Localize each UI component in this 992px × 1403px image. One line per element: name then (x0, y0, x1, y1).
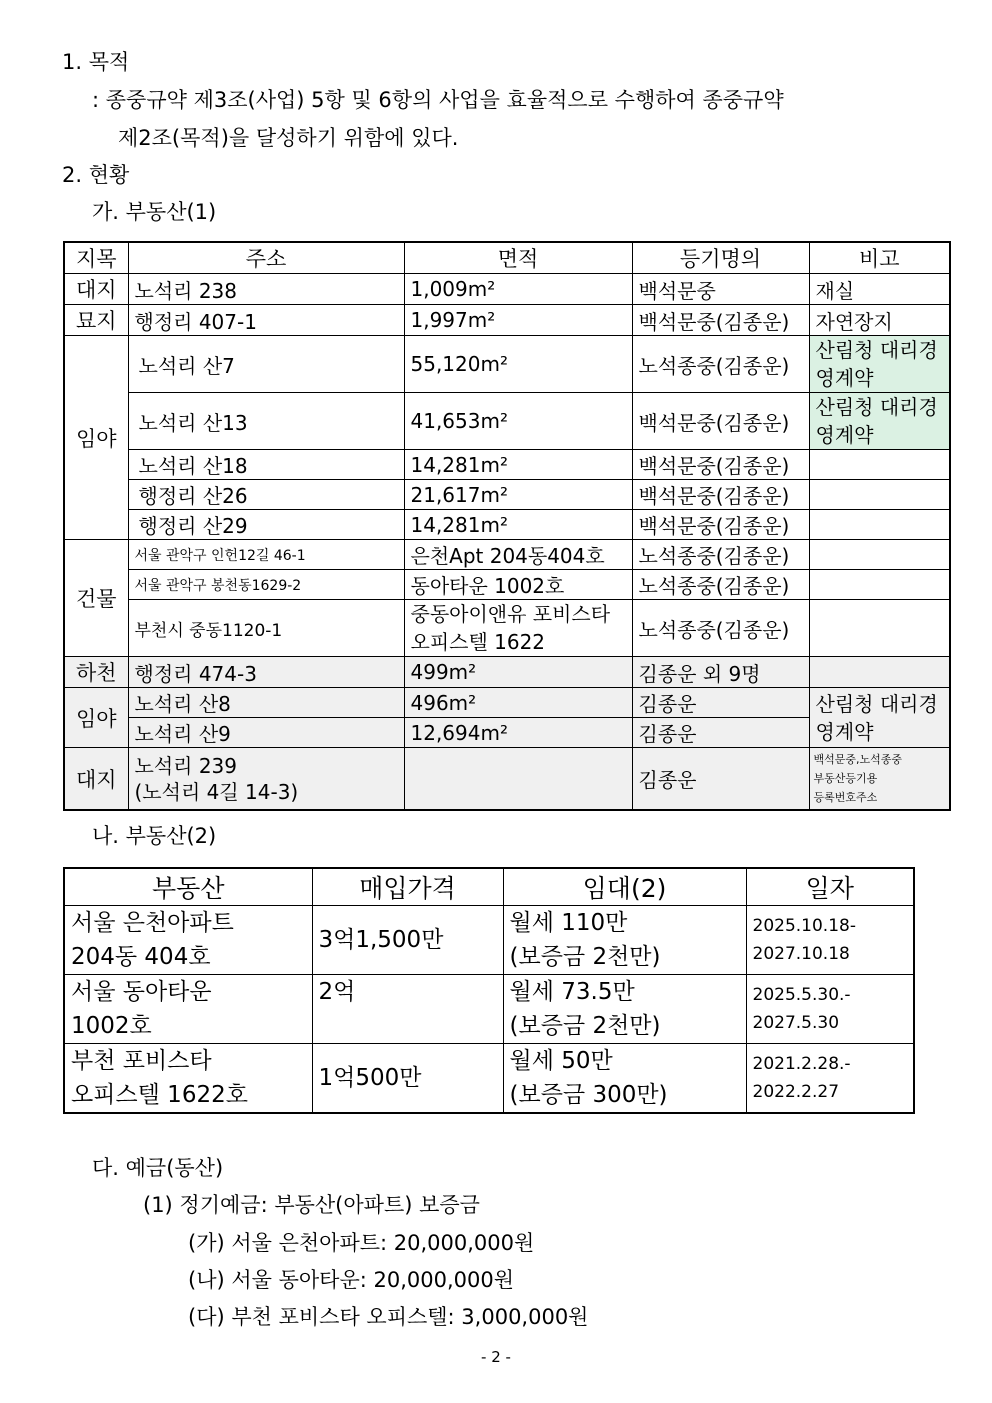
note-cell (809, 657, 950, 688)
table-row (64, 1044, 914, 1114)
table-row (64, 393, 950, 450)
note-cell (809, 600, 950, 657)
table-row (64, 975, 914, 1044)
table-row (64, 540, 950, 570)
table-row (64, 510, 950, 540)
date-line1: 2025.5.30.- (752, 985, 851, 1005)
rent-line1: 월세 73.5만 (509, 979, 635, 1005)
table-row (64, 600, 950, 657)
address-cell: 노석리 산9 (128, 718, 404, 748)
realestate-table-1 (63, 241, 951, 811)
owner-cell: 백석문중(김종운) (632, 510, 809, 540)
category-cell: 하천 (64, 657, 128, 688)
category-cell: 묘지 (64, 305, 128, 336)
date-cell (746, 1044, 914, 1114)
page-number: - 2 - (481, 1348, 511, 1366)
owner-cell: 백석문중(김종운) (632, 450, 809, 480)
address-cell: 서울 관악구 봉천동1629-2 (128, 570, 404, 600)
address-line2: (노석리 4길 14-3) (134, 779, 299, 804)
deposit-sub-a: (가) 서울 은천아파트: 20,000,000원 (188, 1231, 535, 1255)
date-line1: 2025.10.18- (752, 916, 856, 936)
header-category: 지목 (64, 242, 128, 274)
price-cell: 2억 (312, 975, 503, 1044)
purpose-text-line1: : 종중규약 제3조(사업) 5항 및 6항의 사업을 효율적으로 수행하여 종중규약 (92, 88, 784, 112)
category-cell: 임야 (64, 688, 128, 748)
owner-cell: 백석문중(김종운) (632, 393, 809, 450)
table-header-row (64, 868, 914, 906)
table-row (64, 480, 950, 510)
date-line2: 2027.5.30 (752, 1013, 840, 1033)
address-cell: 노석리 238 (128, 274, 404, 305)
realestate2-heading: 나. 부동산(2) (92, 824, 217, 848)
table-row (64, 274, 950, 305)
area-cell: 21,617m² (404, 480, 632, 510)
header-note: 비고 (809, 242, 950, 274)
category-cell: 대지 (64, 748, 128, 811)
area-cell: 496m² (404, 688, 632, 718)
rent-cell (503, 975, 746, 1044)
address-cell: 노석리 산13 (128, 393, 404, 450)
area-cell: 14,281m² (404, 510, 632, 540)
table-row (64, 570, 950, 600)
table-row (64, 336, 950, 393)
property-cell (64, 1044, 312, 1114)
header-date: 일자 (746, 868, 914, 906)
owner-cell: 김종운 (632, 748, 809, 811)
address-cell: 노석리 산8 (128, 688, 404, 718)
deposit-sub-c: (다) 부천 포비스타 오피스텔: 3,000,000원 (188, 1305, 589, 1329)
address-cell: 노석리 산7 (128, 336, 404, 393)
rent-line2: (보증금 300만) (509, 1082, 668, 1108)
address-line1: 노석리 239 (134, 753, 237, 778)
price-cell: 3억1,500만 (312, 906, 503, 975)
area-cell: 41,653m² (404, 393, 632, 450)
table-row (64, 688, 950, 718)
owner-cell: 김종운 (632, 688, 809, 718)
table-header-row (64, 242, 950, 274)
property-line2: 204동 404호 (71, 944, 211, 970)
rent-cell (503, 906, 746, 975)
property-line1: 서울 동아타운 (71, 979, 212, 1005)
note-cell (809, 510, 950, 540)
category-cell: 대지 (64, 274, 128, 305)
address-cell: 행정리 산26 (128, 480, 404, 510)
area-cell: 12,694m² (404, 718, 632, 748)
note-line2: 부동산등기용 (813, 772, 878, 785)
status-heading: 2. 현황 (62, 163, 130, 187)
note-cell (809, 450, 950, 480)
address-cell: 부천시 중동1120-1 (128, 600, 404, 657)
property-line1: 부천 포비스타 (71, 1048, 212, 1074)
rent-line2: (보증금 2천만) (509, 944, 661, 970)
owner-cell: 김종운 (632, 718, 809, 748)
realestate1-heading: 가. 부동산(1) (92, 200, 217, 224)
date-line2: 2022.2.27 (752, 1082, 840, 1102)
area-cell: 동아타운 1002호 (404, 570, 632, 600)
note-line1: 백석문중,노석종중 (813, 753, 903, 766)
note-line3: 등록번호주소 (813, 791, 878, 804)
header-property: 부동산 (64, 868, 312, 906)
area-cell: 중동아이앤유 포비스타 오피스텔 1622 (404, 600, 632, 657)
rent-line2: (보증금 2천만) (509, 1013, 661, 1039)
header-address: 주소 (128, 242, 404, 274)
property-line2: 1002호 (71, 1013, 152, 1039)
owner-cell: 노석종중(김종운) (632, 336, 809, 393)
price-cell: 1억500만 (312, 1044, 503, 1114)
deposit-item-1: (1) 정기예금: 부동산(아파트) 보증금 (143, 1193, 480, 1217)
purpose-heading: 1. 목적 (62, 50, 130, 74)
note-cell: 산림청 대리경영계약 (809, 688, 950, 748)
table-row (64, 657, 950, 688)
area-cell: 14,281m² (404, 450, 632, 480)
table-row (64, 748, 950, 811)
rent-cell (503, 1044, 746, 1114)
note-cell (809, 480, 950, 510)
note-cell (809, 570, 950, 600)
owner-cell: 백석문중(김종운) (632, 480, 809, 510)
area-cell: 1,009m² (404, 274, 632, 305)
address-cell: 노석리 산18 (128, 450, 404, 480)
rent-line1: 월세 50만 (509, 1048, 613, 1074)
address-cell: 행정리 산29 (128, 510, 404, 540)
header-area: 면적 (404, 242, 632, 274)
table-row (64, 305, 950, 336)
note-cell: 산림청 대리경영계약 (809, 336, 950, 393)
category-cell: 건물 (64, 540, 128, 657)
realestate-table-2 (63, 867, 915, 1114)
property-line2: 오피스텔 1622호 (71, 1082, 248, 1108)
address-cell: 행정리 407-1 (128, 305, 404, 336)
deposit-sub-b: (나) 서울 동아타운: 20,000,000원 (188, 1268, 515, 1292)
date-line2: 2027.10.18 (752, 944, 850, 964)
area-cell: 499m² (404, 657, 632, 688)
purpose-text-line2: 제2조(목적)을 달성하기 위함에 있다. (118, 126, 459, 150)
address-cell (128, 748, 404, 811)
date-cell (746, 906, 914, 975)
owner-cell: 노석종중(김종운) (632, 600, 809, 657)
note-cell (809, 748, 950, 811)
owner-cell: 백석문중(김종운) (632, 305, 809, 336)
note-cell: 산림청 대리경영계약 (809, 393, 950, 450)
date-cell (746, 975, 914, 1044)
owner-cell: 백석문중 (632, 274, 809, 305)
owner-cell: 노석종중(김종운) (632, 540, 809, 570)
property-line1: 서울 은천아파트 (71, 910, 234, 936)
area-cell (404, 748, 632, 811)
address-cell: 행정리 474-3 (128, 657, 404, 688)
deposit-heading: 다. 예금(동산) (92, 1156, 224, 1180)
area-cell: 1,997m² (404, 305, 632, 336)
address-cell: 서울 관악구 인헌12길 46-1 (128, 540, 404, 570)
table-row (64, 906, 914, 975)
area-cell: 은천Apt 204동404호 (404, 540, 632, 570)
rent-line1: 월세 110만 (509, 910, 628, 936)
property-cell (64, 906, 312, 975)
header-rent: 임대(2) (503, 868, 746, 906)
header-price: 매입가격 (312, 868, 503, 906)
note-cell: 자연장지 (809, 305, 950, 336)
note-cell (809, 540, 950, 570)
date-line1: 2021.2.28.- (752, 1054, 851, 1074)
table-row (64, 450, 950, 480)
header-owner: 등기명의 (632, 242, 809, 274)
category-cell: 임야 (64, 336, 128, 540)
area-cell: 55,120m² (404, 336, 632, 393)
note-cell: 재실 (809, 274, 950, 305)
owner-cell: 김종운 외 9명 (632, 657, 809, 688)
owner-cell: 노석종중(김종운) (632, 570, 809, 600)
property-cell (64, 975, 312, 1044)
